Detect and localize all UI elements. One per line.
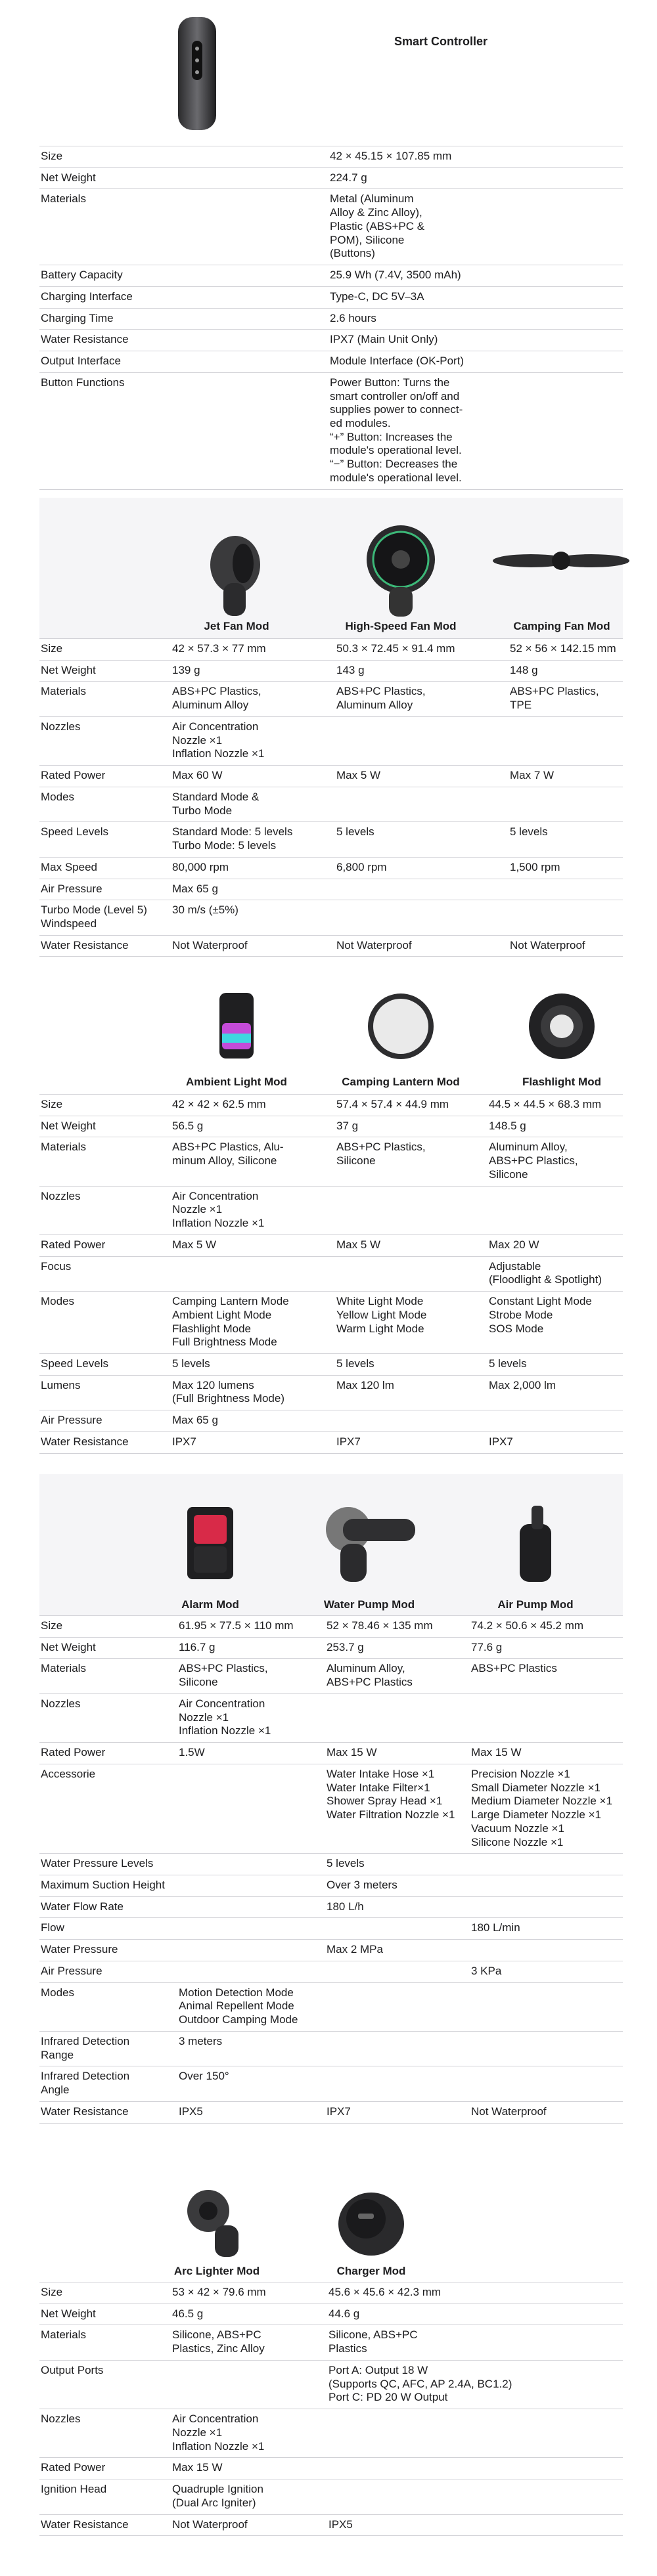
other-mods-specs — [39, 2282, 623, 2536]
spec-value — [325, 1918, 470, 1940]
spec-value — [335, 879, 509, 900]
spec-row — [39, 1431, 623, 1453]
spec-value: ABS+PC Plastics, Alu- minum Alloy, Silicone — [171, 1137, 335, 1186]
utility-mods-header — [39, 1474, 623, 1615]
spec-row — [39, 351, 623, 373]
spec-value: Air Concentration Nozzle ×1 Inflation Nozzle ×1 — [171, 716, 335, 765]
spec-row — [39, 1616, 623, 1638]
spec-value: 57.4 × 57.4 × 44.9 mm — [335, 1095, 487, 1116]
product-name: High-Speed Fan Mod — [345, 619, 457, 632]
spec-row — [39, 2325, 623, 2360]
product-flashlight — [493, 974, 631, 1094]
spec-label: Charging Time — [39, 308, 328, 330]
product-camping-fan — [493, 498, 631, 638]
spec-value — [327, 2458, 623, 2479]
spec-value — [177, 1918, 325, 1940]
spec-label: Max Speed — [39, 857, 171, 879]
camping-lantern-image — [361, 990, 440, 1062]
spec-value: ABS+PC Plastics, Silicone — [335, 1137, 487, 1186]
spec-row — [39, 2514, 623, 2536]
spec-row — [39, 1256, 623, 1291]
spec-row — [39, 2031, 623, 2066]
spec-value: Air Concentration Nozzle ×1 Inflation Nozzle ×1 — [171, 2409, 327, 2458]
spec-label: Nozzles — [39, 1693, 177, 1742]
spec-value — [470, 1896, 623, 1918]
spec-value: Silicone, ABS+PC Plastics, Zinc Alloy — [171, 2325, 327, 2360]
spec-row — [39, 900, 623, 935]
spec-value: 50.3 × 72.45 × 91.4 mm — [335, 639, 509, 661]
spec-value: 180 L/h — [325, 1896, 470, 1918]
spec-value: Type-C, DC 5V⎯3A — [328, 286, 623, 308]
spec-value — [509, 716, 623, 765]
spec-row — [39, 1410, 623, 1432]
spec-label: Net Weight — [39, 2303, 171, 2325]
spec-row — [39, 2360, 623, 2409]
spec-value — [470, 1875, 623, 1897]
spec-value: Air Concentration Nozzle ×1 Inflation Nozzle ×1 — [171, 1186, 335, 1234]
spec-label: Size — [39, 1095, 171, 1116]
smart-controller-header — [39, 0, 623, 146]
spec-value: Aluminum Alloy, ABS+PC Plastics — [325, 1659, 470, 1693]
spec-value: 42 × 45.15 × 107.85 mm — [328, 146, 623, 168]
spec-value: 1,500 rpm — [509, 857, 623, 879]
spec-value: ABS+PC Plastics, TPE — [509, 682, 623, 716]
spec-value: 74.2 × 50.6 × 45.2 mm — [470, 1616, 623, 1638]
spec-value: Max 5 W — [171, 1234, 335, 1256]
spec-label: Net Weight — [39, 1116, 171, 1137]
spec-value: Not Waterproof — [335, 935, 509, 957]
spec-label: Rated Power — [39, 1743, 177, 1764]
product-name: Air Pump Mod — [497, 1598, 574, 1611]
spec-label: Air Pressure — [39, 1410, 171, 1432]
spec-value: IPX5 — [177, 2101, 325, 2123]
product-name: Alarm Mod — [181, 1598, 239, 1611]
utility-mods-table — [39, 1615, 623, 2124]
spec-value — [177, 1961, 325, 1982]
spec-row — [39, 2409, 623, 2458]
spec-value: Over 3 meters — [325, 1875, 470, 1897]
camping-fan-image — [493, 541, 631, 580]
spec-value — [177, 1854, 325, 1875]
spec-label: Water Resistance — [39, 935, 171, 957]
spec-row — [39, 1961, 623, 1982]
product-name: Camping Lantern Mod — [342, 1075, 460, 1088]
spec-value: Standard Mode & Turbo Mode — [171, 787, 335, 821]
spec-value: Metal (Aluminum Alloy & Zinc Alloy), Plastic (ABS+PC & POM), Silicone (Buttons) — [328, 189, 623, 265]
spec-label: Infrared Detection Angle — [39, 2066, 177, 2101]
spec-value: Silicone, ABS+PC Plastics — [327, 2325, 623, 2360]
spec-row — [39, 1659, 623, 1693]
spec-value — [509, 787, 623, 821]
product-charger — [319, 2170, 424, 2282]
spec-value: Module Interface (OK-Port) — [328, 351, 623, 373]
product-name: Jet Fan Mod — [204, 619, 269, 632]
spec-label: Materials — [39, 1659, 177, 1693]
spec-value: Max 5 W — [335, 766, 509, 787]
spec-label: Rated Power — [39, 2458, 171, 2479]
spec-value: 148.5 g — [487, 1116, 623, 1137]
spec-value: 44.5 × 44.5 × 68.3 mm — [487, 1095, 623, 1116]
spec-value — [335, 1256, 487, 1291]
spec-value: IPX5 — [327, 2514, 623, 2536]
arc-lighter-image — [181, 2185, 253, 2258]
spec-value: Max 15 W — [325, 1743, 470, 1764]
spec-value: White Light Mode Yellow Light Mode Warm Light Mode — [335, 1292, 487, 1354]
spec-label: Air Pressure — [39, 1961, 177, 1982]
spec-row — [39, 1234, 623, 1256]
smart-controller-table — [39, 146, 623, 490]
spec-row — [39, 1292, 623, 1354]
spec-label: Size — [39, 146, 328, 168]
spec-value — [335, 1186, 487, 1234]
spec-row — [39, 1637, 623, 1659]
spec-value: 45.6 × 45.6 × 42.3 mm — [327, 2282, 623, 2304]
spec-value: 53 × 42 × 79.6 mm — [171, 2282, 327, 2304]
spec-value: 80,000 rpm — [171, 857, 335, 879]
spec-value: 46.5 g — [171, 2303, 327, 2325]
smart-controller-image — [174, 14, 220, 133]
spec-value: 253.7 g — [325, 1637, 470, 1659]
spec-row — [39, 1693, 623, 1742]
spec-value — [509, 900, 623, 935]
spec-label: Water Pressure Levels — [39, 1854, 177, 1875]
spec-value — [327, 2409, 623, 2458]
spec-label: Size — [39, 2282, 171, 2304]
spec-row — [39, 822, 623, 857]
spec-label: Charging Interface — [39, 286, 328, 308]
fan-mods-table — [39, 638, 623, 957]
spec-value: Max 15 W — [171, 2458, 327, 2479]
spec-value: Max 65 g — [171, 1410, 335, 1432]
spec-value — [470, 1982, 623, 2031]
product-air-pump — [447, 1474, 624, 1615]
spec-row — [39, 372, 623, 489]
spec-value: 77.6 g — [470, 1637, 623, 1659]
spec-value — [470, 1940, 623, 1961]
spec-value: Standard Mode: 5 levels Turbo Mode: 5 levels — [171, 822, 335, 857]
spec-label: Maximum Suction Height — [39, 1875, 177, 1897]
spec-value — [177, 1875, 325, 1897]
spec-label: Nozzles — [39, 2409, 171, 2458]
product-name: Ambient Light Mod — [186, 1075, 287, 1088]
spec-value — [171, 1256, 335, 1291]
flashlight-image — [522, 990, 601, 1062]
spec-row — [39, 1918, 623, 1940]
spec-value: ABS+PC Plastics, Aluminum Alloy — [335, 682, 509, 716]
spec-value: 143 g — [335, 660, 509, 682]
spec-value: Air Concentration Nozzle ×1 Inflation Nozzle ×1 — [177, 1693, 325, 1742]
spec-label: Accessorie — [39, 1764, 177, 1853]
spec-label: Speed Levels — [39, 1354, 171, 1376]
other-mods-table — [39, 2282, 623, 2536]
spec-value: Constant Light Mode Strobe Mode SOS Mode — [487, 1292, 623, 1354]
spec-value: Motion Detection Mode Animal Repellent Mode Outdoor Camping Mode — [177, 1982, 325, 2031]
spec-value: Max 65 g — [171, 879, 335, 900]
spec-value — [177, 1940, 325, 1961]
spec-value — [487, 1186, 623, 1234]
spec-value: IPX7 (Main Unit Only) — [328, 330, 623, 351]
spec-value: 2.6 hours — [328, 308, 623, 330]
spec-label: Water Pressure — [39, 1940, 177, 1961]
spec-label: Net Weight — [39, 167, 328, 189]
spec-label: Flow — [39, 1918, 177, 1940]
spec-row — [39, 286, 623, 308]
spec-row — [39, 1982, 623, 2031]
spec-label: Modes — [39, 787, 171, 821]
spec-row — [39, 308, 623, 330]
spec-value: Over 150° — [177, 2066, 325, 2101]
product-jet-fan — [164, 498, 309, 638]
spec-value: IPX7 — [325, 2101, 470, 2123]
spec-row — [39, 1137, 623, 1186]
spec-value: 5 levels — [171, 1354, 335, 1376]
spec-value: 1.5W — [177, 1743, 325, 1764]
product-water-pump — [304, 1474, 435, 1615]
spec-label: Lumens — [39, 1375, 171, 1410]
spec-value: 56.5 g — [171, 1116, 335, 1137]
spec-value: 5 levels — [487, 1354, 623, 1376]
spec-value: 44.6 g — [327, 2303, 623, 2325]
water-pump-image — [317, 1506, 422, 1584]
spec-label: Turbo Mode (Level 5) Windspeed — [39, 900, 171, 935]
jet-fan-image — [197, 525, 276, 617]
spec-value: Max 20 W — [487, 1234, 623, 1256]
spec-value — [470, 1693, 623, 1742]
spec-label: Rated Power — [39, 766, 171, 787]
spec-row — [39, 787, 623, 821]
spec-label: Air Pressure — [39, 879, 171, 900]
spec-label: Modes — [39, 1292, 171, 1354]
ambient-light-image — [210, 990, 263, 1062]
spec-value: Max 2,000 lm — [487, 1375, 623, 1410]
spec-label: Water Flow Rate — [39, 1896, 177, 1918]
spec-value — [470, 2031, 623, 2066]
spec-value: Power Button: Turns the smart controller on/off and supplies power to connect- ed modules. “+” Button: Increases the module's operational level. “−” Button: Decreases the module's operational level. — [328, 372, 623, 489]
spec-value: Water Intake Hose ×1 Water Intake Filter×1 Shower Spray Head ×1 Water Filtration Nozzle ×1 — [325, 1764, 470, 1853]
spec-value: Max 60 W — [171, 766, 335, 787]
spec-row — [39, 1354, 623, 1376]
spec-row — [39, 167, 623, 189]
spec-value: 3 KPa — [470, 1961, 623, 1982]
product-ambient-light — [164, 974, 309, 1094]
spec-value: Not Waterproof — [171, 2514, 327, 2536]
spec-row — [39, 2066, 623, 2101]
smart-controller-title: Smart Controller — [394, 35, 488, 48]
light-mods-specs — [39, 1094, 623, 1454]
spec-value — [327, 2479, 623, 2514]
spec-value — [177, 1764, 325, 1853]
spec-value — [470, 1854, 623, 1875]
spec-value — [509, 879, 623, 900]
spec-label: Button Functions — [39, 372, 328, 489]
spec-label: Nozzles — [39, 1186, 171, 1234]
spec-label: Net Weight — [39, 1637, 177, 1659]
spec-row — [39, 1743, 623, 1764]
spec-value: 30 m/s (±5%) — [171, 900, 335, 935]
spec-row — [39, 2101, 623, 2123]
spec-label: Ignition Head — [39, 2479, 171, 2514]
spec-row — [39, 660, 623, 682]
spec-label: Speed Levels — [39, 822, 171, 857]
spec-value: Max 2 MPa — [325, 1940, 470, 1961]
spec-value: 116.7 g — [177, 1637, 325, 1659]
spec-row — [39, 2303, 623, 2325]
alarm-image — [181, 1500, 240, 1586]
spec-row — [39, 2282, 623, 2304]
spec-value: 5 levels — [509, 822, 623, 857]
fan-mods-specs — [39, 638, 623, 957]
product-name: Charger Mod — [336, 2264, 406, 2277]
spec-label: Rated Power — [39, 1234, 171, 1256]
spec-value: ABS+PC Plastics — [470, 1659, 623, 1693]
spec-label: Size — [39, 639, 171, 661]
spec-value: Max 120 lm — [335, 1375, 487, 1410]
spec-value — [335, 1410, 487, 1432]
spec-row — [39, 1375, 623, 1410]
product-arc-lighter — [164, 2170, 269, 2282]
spec-value: Not Waterproof — [470, 2101, 623, 2123]
spec-value: 5 levels — [335, 822, 509, 857]
spec-value: 52 × 78.46 × 135 mm — [325, 1616, 470, 1638]
spec-value — [470, 2066, 623, 2101]
air-pump-image — [509, 1504, 562, 1583]
spec-value: Not Waterproof — [509, 935, 623, 957]
spec-value: Max 7 W — [509, 766, 623, 787]
spec-row — [39, 1896, 623, 1918]
spec-value: 5 levels — [335, 1354, 487, 1376]
light-mods-table — [39, 1094, 623, 1454]
spec-value — [325, 1961, 470, 1982]
utility-mods-specs — [39, 1615, 623, 2124]
spec-value — [325, 1982, 470, 2031]
spec-label: Infrared Detection Range — [39, 2031, 177, 2066]
spec-value — [325, 2031, 470, 2066]
product-name: Camping Fan Mod — [513, 619, 610, 632]
smart-controller-specs — [39, 146, 623, 490]
spec-label: Output Interface — [39, 351, 328, 373]
spec-label: Water Resistance — [39, 2101, 177, 2123]
other-mods-header — [39, 2170, 623, 2282]
spec-value: Aluminum Alloy, ABS+PC Plastics, Silicone — [487, 1137, 623, 1186]
spec-value: Quadruple Ignition (Dual Arc Igniter) — [171, 2479, 327, 2514]
spec-row — [39, 935, 623, 957]
spec-row — [39, 879, 623, 900]
spec-row — [39, 1875, 623, 1897]
spec-label: Nozzles — [39, 716, 171, 765]
spec-value: Max 5 W — [335, 1234, 487, 1256]
spec-value — [335, 900, 509, 935]
spec-row — [39, 330, 623, 351]
spec-row — [39, 766, 623, 787]
spec-value — [335, 787, 509, 821]
spec-value — [335, 716, 509, 765]
spec-row — [39, 146, 623, 168]
spec-row — [39, 2458, 623, 2479]
spec-value: 5 levels — [325, 1854, 470, 1875]
fan-mods-header — [39, 498, 623, 638]
spec-value: 139 g — [171, 660, 335, 682]
product-alarm — [164, 1474, 256, 1615]
spec-label: Water Resistance — [39, 330, 328, 351]
spec-value: ABS+PC Plastics, Silicone — [177, 1659, 325, 1693]
spec-row — [39, 265, 623, 287]
spec-value: Camping Lantern Mode Ambient Light Mode Flashlight Mode Full Brightness Mode — [171, 1292, 335, 1354]
spec-value — [325, 1693, 470, 1742]
spec-value: Precision Nozzle ×1 Small Diameter Nozzle ×1 Medium Diameter Nozzle ×1 Large Diameter Nozzle ×1 Vacuum Nozzle ×1 Silicone Nozzle ×1 — [470, 1764, 623, 1853]
spec-label: Modes — [39, 1982, 177, 2031]
spec-label: Output Ports — [39, 2360, 171, 2409]
spec-value: 180 L/min — [470, 1918, 623, 1940]
spec-value: 3 meters — [177, 2031, 325, 2066]
product-camping-lantern — [328, 974, 473, 1094]
spec-row — [39, 1764, 623, 1853]
spec-value: IPX7 — [171, 1431, 335, 1453]
product-high-speed-fan — [328, 498, 473, 638]
spec-value: 25.9 Wh (7.4V, 3500 mAh) — [328, 265, 623, 287]
product-name: Water Pump Mod — [323, 1598, 415, 1611]
spec-row — [39, 1186, 623, 1234]
spec-value: ABS+PC Plastics, Aluminum Alloy — [171, 682, 335, 716]
spec-label: Focus — [39, 1256, 171, 1291]
product-name: Arc Lighter Mod — [173, 2264, 260, 2277]
spec-value: 224.7 g — [328, 167, 623, 189]
spec-value: Not Waterproof — [171, 935, 335, 957]
product-name: Flashlight Mod — [522, 1075, 601, 1088]
spec-value: Max 120 lumens (Full Brightness Mode) — [171, 1375, 335, 1410]
spec-label: Battery Capacity — [39, 265, 328, 287]
spec-label: Materials — [39, 189, 328, 265]
spec-value — [487, 1410, 623, 1432]
spec-value — [171, 2360, 327, 2409]
spec-label: Materials — [39, 682, 171, 716]
spec-value — [177, 1896, 325, 1918]
high-speed-fan-image — [358, 521, 443, 617]
spec-value: 148 g — [509, 660, 623, 682]
spec-label: Net Weight — [39, 660, 171, 682]
spec-value: 52 × 56 × 142.15 mm — [509, 639, 623, 661]
spec-value: 42 × 42 × 62.5 mm — [171, 1095, 335, 1116]
spec-row — [39, 682, 623, 716]
spec-row — [39, 1940, 623, 1961]
charger-image — [332, 2185, 411, 2258]
spec-label: Size — [39, 1616, 177, 1638]
spec-row — [39, 2479, 623, 2514]
spec-value — [325, 2066, 470, 2101]
spec-label: Water Resistance — [39, 2514, 171, 2536]
spec-value: 42 × 57.3 × 77 mm — [171, 639, 335, 661]
spec-row — [39, 857, 623, 879]
spec-row — [39, 1095, 623, 1116]
spec-row — [39, 189, 623, 265]
spec-label: Water Resistance — [39, 1431, 171, 1453]
spec-row — [39, 1116, 623, 1137]
spec-value: Adjustable (Floodlight & Spotlight) — [487, 1256, 623, 1291]
spec-value: Max 15 W — [470, 1743, 623, 1764]
spec-value: IPX7 — [487, 1431, 623, 1453]
spec-row — [39, 1854, 623, 1875]
spec-value: Port A: Output 18 W (Supports QC, AFC, AP 2.4A, BC1.2) Port C: PD 20 W Output — [327, 2360, 623, 2409]
spec-value: IPX7 — [335, 1431, 487, 1453]
spec-value: 37 g — [335, 1116, 487, 1137]
spec-row — [39, 716, 623, 765]
spec-label: Materials — [39, 1137, 171, 1186]
spec-value: 61.95 × 77.5 × 110 mm — [177, 1616, 325, 1638]
spec-value: 6,800 rpm — [335, 857, 509, 879]
spec-row — [39, 639, 623, 661]
light-mods-header — [39, 974, 623, 1094]
spec-label: Materials — [39, 2325, 171, 2360]
